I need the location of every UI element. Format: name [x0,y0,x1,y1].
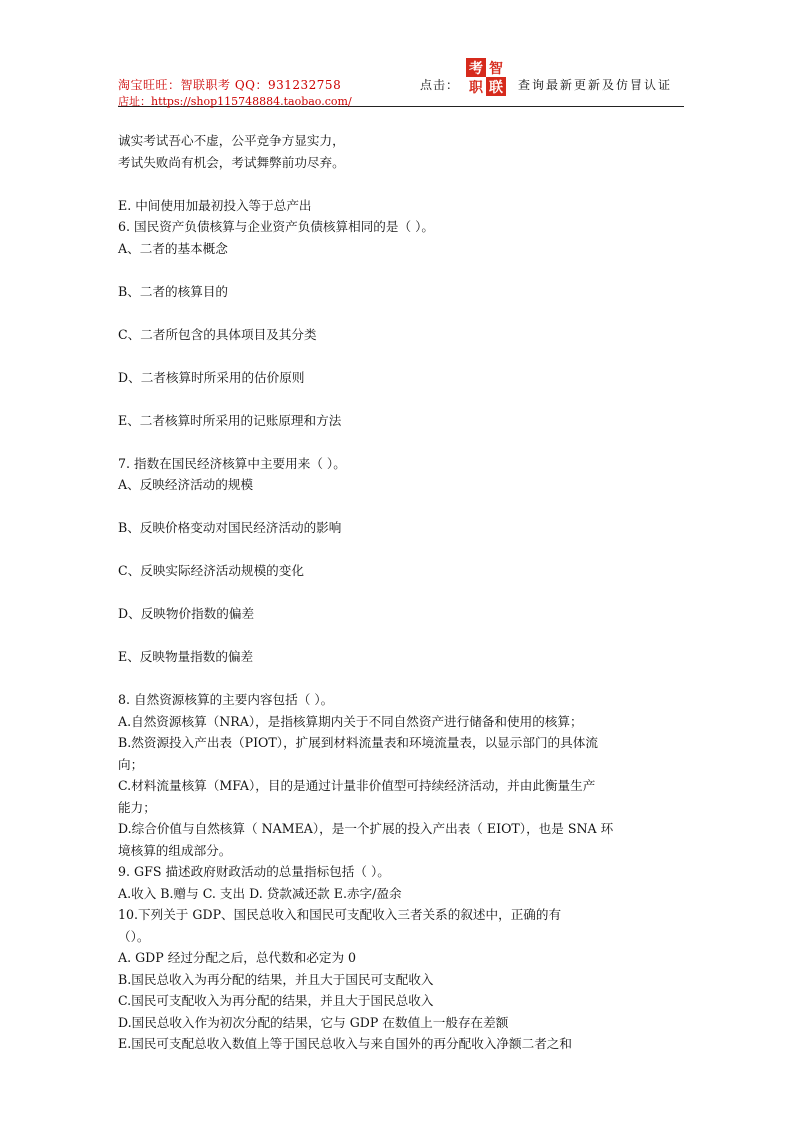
option-8d-cont: 境核算的组成部分。 [118,842,232,858]
option-7c: C、反映实际经济活动规模的变化 [118,563,304,578]
question-6: 6. 国民资产负债核算与企业资产负债核算相同的是（ ）。 [118,219,434,234]
document-body [118,130,678,1055]
answer-option: E. 中间使用加最初投入等于总产出 [118,197,312,213]
option-10b: B.国民总收入为再分配的结果，并且大于国民可支配收入 [118,971,434,987]
question-10-cont: （）。 [118,928,150,944]
options-9: A.收入 B.赠与 C. 支出 D. 贷款减还款 E.赤字/盈余 [118,885,402,901]
option-8d: D.综合价值与自然核算（ NAMEA），是一个扩展的投入产出表（ EIOT），也是 SNA 环 [118,821,614,836]
option-6d: D、二者核算时所采用的估价原则 [118,369,305,385]
verification-promo[interactable]: 查询最新更新及仿冒认证 [518,78,673,92]
question-7: 7. 指数在国民经济核算中主要用来（ ）。 [118,455,346,471]
option-8b-cont: 向； [118,756,144,772]
store-url-link[interactable]: 店址：https://shop115748884.taobao.com/ [118,95,352,108]
question-8: 8. 自然资源核算的主要内容包括（ ）。 [118,692,334,707]
option-6a: A、二者的基本概念 [118,240,228,256]
option-10c: C.国民可支配收入为再分配的结果，并且大于国民总收入 [118,993,434,1008]
option-8a: A.自然资源核算（NRA），是指核算期内关于不同自然资产进行储备和使用的核算； [118,713,583,729]
zhilian-logo[interactable] [466,58,506,96]
option-6e: E、二者核算时所采用的记账原理和方法 [118,412,342,428]
click-label: 点击： [420,78,460,92]
logo-char-3: 职 [469,80,483,96]
option-8b: B.然资源投入产出表（PIOT），扩展到材料流量表和环境流量表，以显示部门的具体流 [118,735,598,750]
motto-line: 考试失败尚有机会，考试舞弊前功尽弃。 [118,154,345,170]
option-10d: D.国民总收入作为初次分配的结果，它与 GDP 在数值上一般存在差额 [118,1014,509,1030]
logo-icon [466,58,506,96]
option-7a: A、反映经济活动的规模 [118,477,254,492]
option-6b: B、二者的核算目的 [118,283,229,299]
option-6c: C、二者所包含的具体项目及其分类 [118,326,317,342]
logo-char-1: 考 [469,61,483,77]
page-header [118,61,684,108]
shop-contact-line: 淘宝旺旺：智联职考 QQ：931232758 [118,78,342,92]
option-7e: E、反映物量指数的偏差 [118,649,254,664]
logo-char-2: 智 [489,61,503,77]
logo-char-4: 联 [489,80,503,96]
option-8c-cont: 能力； [118,799,156,815]
option-7b: B、反映价格变动对国民经济活动的影响 [118,520,342,535]
motto-line: 诚实考试吾心不虚，公平竞争方显实力， [118,133,345,148]
option-8c: C.材料流量核算（MFA），目的是通过计量非价值型可持续经济活动，并由此衡量生产 [118,778,596,793]
option-10a: A. GDP 经过分配之后，总代数和必定为 0 [118,950,357,965]
option-7d: D、反映物价指数的偏差 [118,606,255,621]
question-10: 10.下列关于 GDP、国民总收入和国民可支配收入三者关系的叙述中，正确的有 [118,907,562,922]
question-9: 9. GFS 描述政府财政活动的总量指标包括（ ）。 [118,864,390,879]
option-10e: E.国民可支配总收入数值上等于国民总收入与来自国外的再分配收入净额二者之和 [118,1036,572,1051]
